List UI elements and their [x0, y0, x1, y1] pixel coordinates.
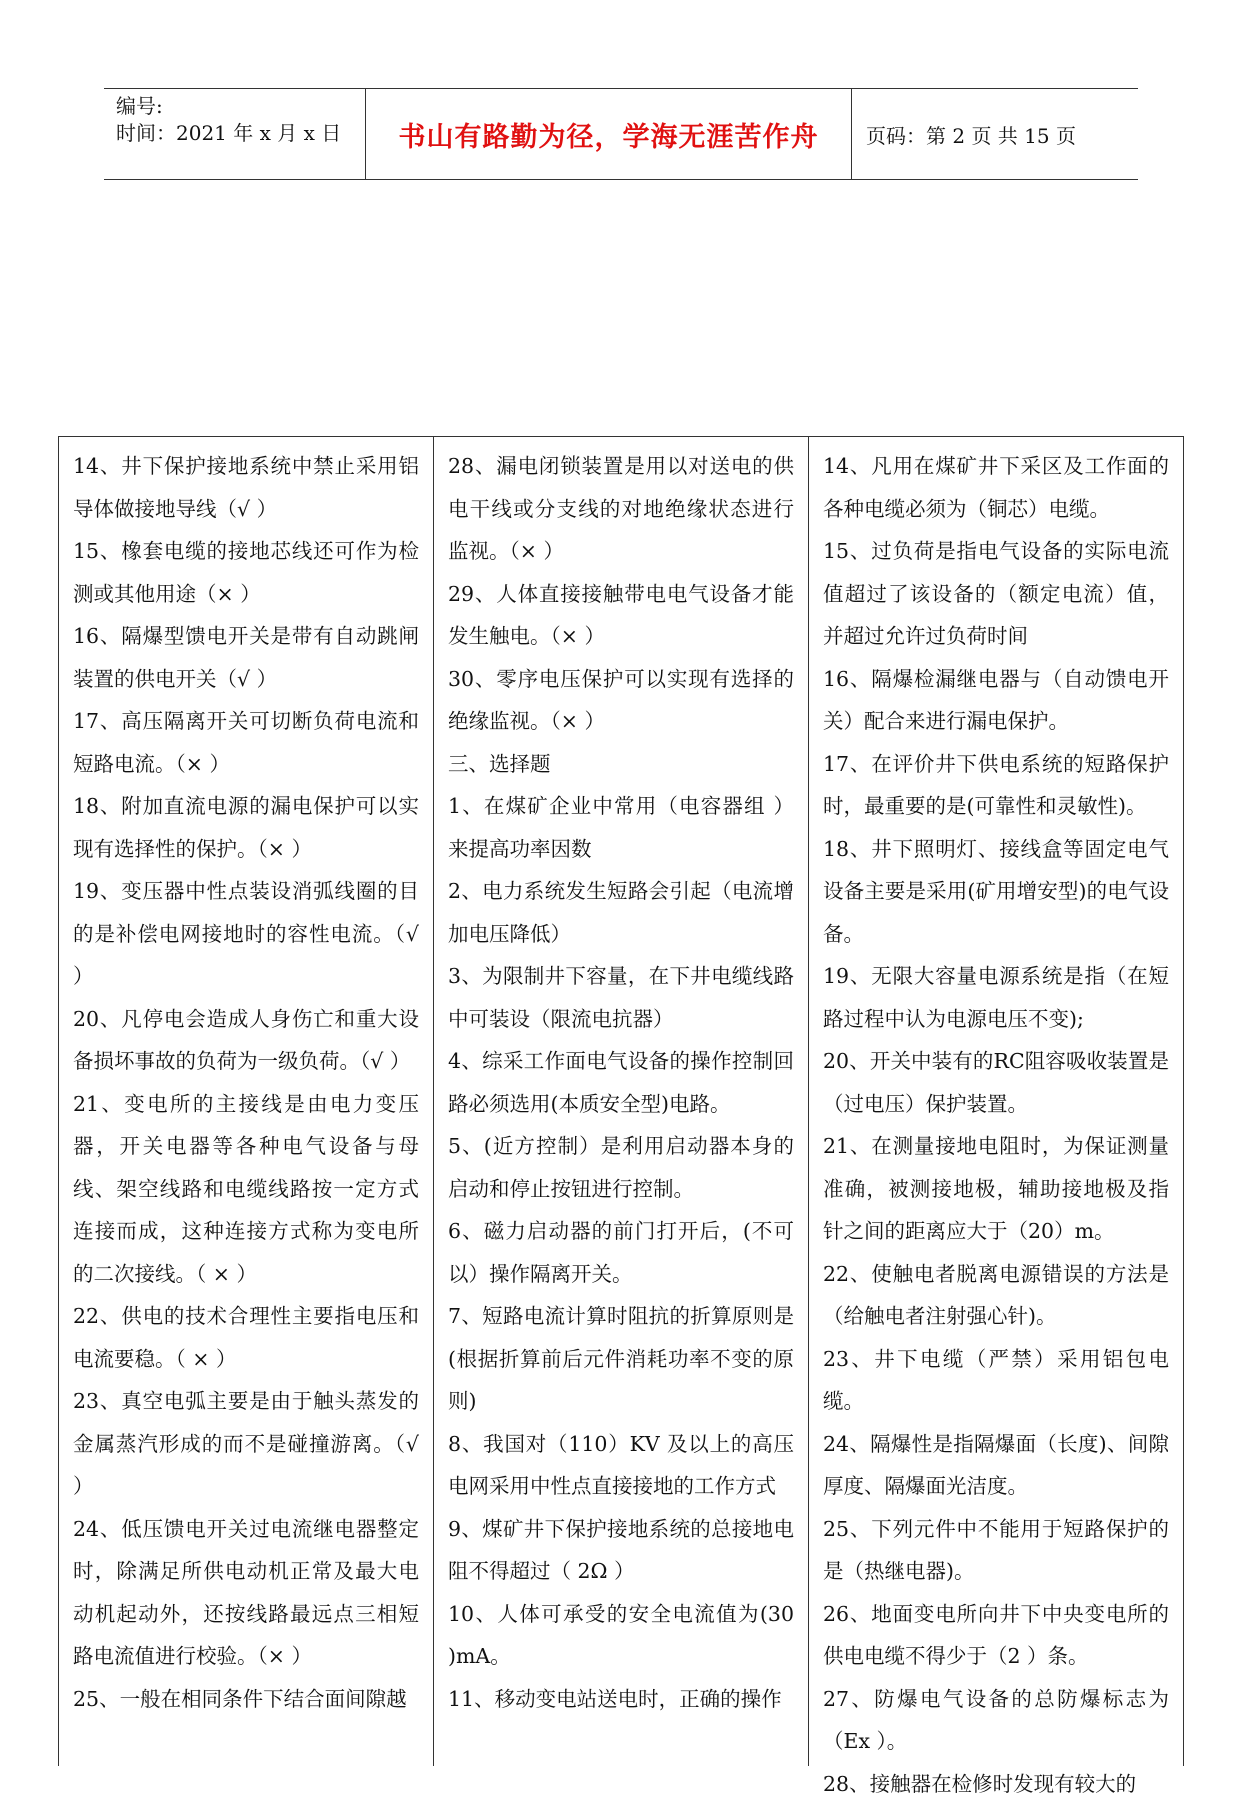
question-item: 27、防爆电气设备的总防爆标志为（Ex ）。: [823, 1678, 1169, 1763]
page-header: [104, 88, 1138, 180]
question-item: 18、附加直流电源的漏电保护可以实现有选择性的保护。（× ）: [73, 785, 419, 870]
question-item: 23、井下电缆（严禁）采用铝包电缆。: [823, 1338, 1169, 1423]
column-left: [59, 437, 434, 1766]
header-motto: 书山有路勤为径，学海无涯苦作舟: [366, 89, 852, 179]
header-meta: [104, 89, 366, 179]
question-item: 19、变压器中性点装设消弧线圈的目的是补偿电网接地时的容性电流。（√ ）: [73, 870, 419, 998]
question-item: 14、井下保护接地系统中禁止采用铝导体做接地导线（√ ）: [73, 445, 419, 530]
question-item: 7、短路电流计算时阻抗的折算原则是(根据折算前后元件消耗功率不变的原则): [448, 1295, 794, 1423]
question-item: 20、开关中装有的RC阻容吸收装置是（过电压）保护装置。: [823, 1040, 1169, 1125]
question-item: 8、我国对（110）KV 及以上的高压电网采用中性点直接接地的工作方式: [448, 1423, 794, 1508]
question-item: 21、在测量接地电阻时，为保证测量准确，被测接地极，辅助接地极及指针之间的距离应大于（20）m。: [823, 1125, 1169, 1253]
document-time: 时间：2021 年 x 月 x 日: [116, 120, 365, 147]
question-item: 17、高压隔离开关可切断负荷电流和短路电流。（× ）: [73, 700, 419, 785]
document-number-label: 编号:: [116, 93, 365, 120]
question-item: 19、无限大容量电源系统是指（在短路过程中认为电源电压不变);: [823, 955, 1169, 1040]
question-item: 28、漏电闭锁装置是用以对送电的供电干线或分支线的对地绝缘状态进行监视。（× ）: [448, 445, 794, 573]
question-item: 29、人体直接接触带电电气设备才能发生触电。（× ）: [448, 573, 794, 658]
question-item: 18、井下照明灯、接线盒等固定电气设备主要是采用(矿用增安型)的电气设备。: [823, 828, 1169, 956]
question-item: 9、煤矿井下保护接地系统的总接地电阻不得超过（ 2Ω ）: [448, 1508, 794, 1593]
question-item: 4、综采工作面电气设备的操作控制回路必须选用(本质安全型)电路。: [448, 1040, 794, 1125]
question-item: 1、在煤矿企业中常用（电容器组 ）来提高功率因数: [448, 785, 794, 870]
column-middle: [434, 437, 809, 1766]
question-item: 10、人体可承受的安全电流值为(30 )mA。: [448, 1593, 794, 1678]
question-table: [58, 436, 1184, 1766]
column-right: [809, 437, 1183, 1766]
question-item: 23、真空电弧主要是由于触头蒸发的金属蒸汽形成的而不是碰撞游离。（√ ）: [73, 1380, 419, 1508]
question-item: 17、在评价井下供电系统的短路保护时，最重要的是(可靠性和灵敏性)。: [823, 743, 1169, 828]
question-item: 21、变电所的主接线是由电力变压器，开关电器等各种电气设备与母线、架空线路和电缆线路按一定方式连接而成，这种连接方式称为变电所的二次接线。（ × ）: [73, 1083, 419, 1296]
question-item: 11、移动变电站送电时，正确的操作: [448, 1678, 794, 1721]
question-item: 22、供电的技术合理性主要指电压和电流要稳。（ × ）: [73, 1295, 419, 1380]
question-item: 24、隔爆性是指隔爆面（长度)、间隙厚度、隔爆面光洁度。: [823, 1423, 1169, 1508]
question-item: 14、凡用在煤矿井下采区及工作面的各种电缆必须为（铜芯）电缆。: [823, 445, 1169, 530]
question-item: 25、下列元件中不能用于短路保护的是（热继电器)。: [823, 1508, 1169, 1593]
question-item: 16、隔爆检漏继电器与（自动馈电开关）配合来进行漏电保护。: [823, 658, 1169, 743]
page-number-info: 页码：第 2 页 共 15 页: [852, 89, 1138, 179]
question-item: 28、接触器在检修时发现有较大的: [823, 1763, 1169, 1805]
question-item: 24、低压馈电开关过电流继电器整定时，除满足所供电动机正常及最大电动机起动外，还按线路最远点三相短路电流值进行校验。（× ）: [73, 1508, 419, 1678]
question-item: 25、一般在相同条件下结合面间隙越: [73, 1678, 419, 1721]
question-item: 6、磁力启动器的前门打开后，(不可以）操作隔离开关。: [448, 1210, 794, 1295]
question-item: 30、零序电压保护可以实现有选择的绝缘监视。（× ）: [448, 658, 794, 743]
question-item: 2、电力系统发生短路会引起（电流增加电压降低）: [448, 870, 794, 955]
question-item: 20、凡停电会造成人身伤亡和重大设备损坏事故的负荷为一级负荷。（√ ）: [73, 998, 419, 1083]
question-item: 5、(近方控制）是利用启动器本身的启动和停止按钮进行控制。: [448, 1125, 794, 1210]
question-item: 16、隔爆型馈电开关是带有自动跳闸装置的供电开关（√ ）: [73, 615, 419, 700]
question-item: 22、使触电者脱离电源错误的方法是（给触电者注射强心针)。: [823, 1253, 1169, 1338]
question-item: 15、过负荷是指电气设备的实际电流值超过了该设备的（额定电流）值，并超过允许过负荷时间: [823, 530, 1169, 658]
section-heading: 三、选择题: [448, 743, 794, 786]
question-item: 26、地面变电所向井下中央变电所的供电电缆不得少于（2 ）条。: [823, 1593, 1169, 1678]
question-item: 3、为限制井下容量，在下井电缆线路中可装设（限流电抗器）: [448, 955, 794, 1040]
question-item: 15、橡套电缆的接地芯线还可作为检测或其他用途（× ）: [73, 530, 419, 615]
